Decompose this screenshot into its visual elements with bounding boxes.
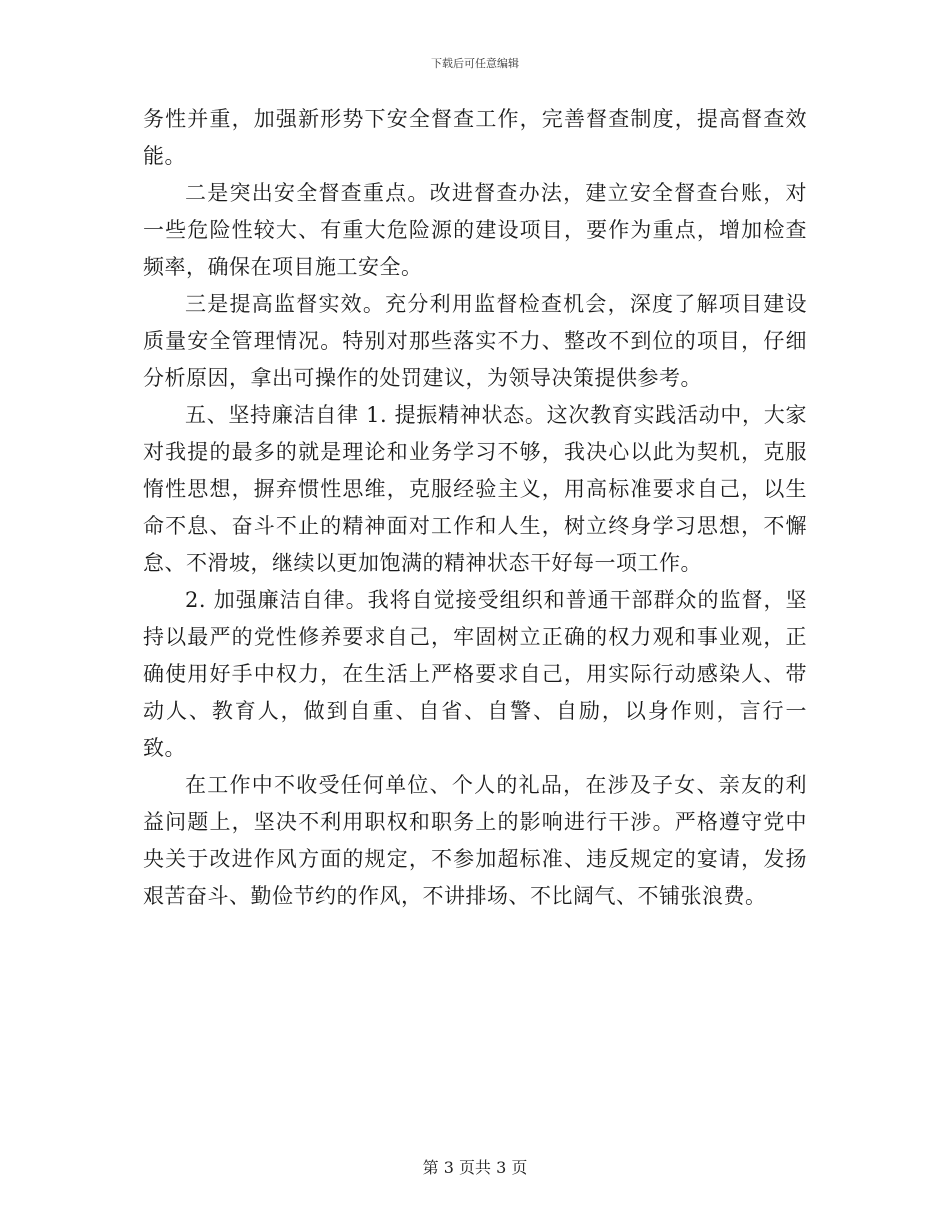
page-header: 下载后可任意编辑: [431, 57, 519, 70]
paragraph-integrity-self-discipline: 2. 加强廉洁自律。我将自觉接受组织和普通干部群众的监督，坚持以最严的党性修养要求自己，牢固树立正确的权力观和事业观，正确使用好手中权力，在生活上严格要求自己，用实际行动感染人、带动人、教育人，做到自重、自省、自警、自励，以身作则，言行一致。: [143, 588, 807, 760]
document-body: [143, 101, 807, 915]
paragraph-supervision-effectiveness: 三是提高监督实效。充分利用监督检查机会，深度了解项目建设质量安全管理情况。特别对那些落实不力、整改不到位的项目，仔细分析原因，拿出可操作的处罚建议，为领导决策提供参考。: [143, 292, 807, 390]
paragraph-no-gifts: 在工作中不收受任何单位、个人的礼品，在涉及子女、亲友的利益问题上，坚决不利用职权和职务上的影响进行干涉。严格遵守党中央关于改进作风方面的规定，不参加超标准、违反规定的宴请，发扬艰苦奋斗、勤俭节约的作风，不讲排场、不比阔气、不铺张浪费。: [143, 773, 807, 908]
paragraph-safety-inspection-focus: 二是突出安全督查重点。改进督查办法，建立安全督查台账，对一些危险性较大、有重大危险源的建设项目，要作为重点，增加检查频率，确保在项目施工安全。: [143, 181, 807, 279]
paragraph-continuation: 务性并重，加强新形势下安全督查工作，完善督查制度，提高督查效能。: [143, 107, 807, 168]
page-number: 第 3 页共 3 页: [422, 1158, 528, 1177]
paragraph-integrity-spirit: 五、坚持廉洁自律 1. 提振精神状态。这次教育实践活动中，大家对我提的最多的就是理论和业务学习不够，我决心以此为契机，克服惰性思想，摒弃惯性思维，克服经验主义，用高标准要求自己，以生命不息、奋斗不止的精神面对工作和人生，树立终身学习思想，不懈怠、不滑坡，继续以更加饱满的精神状态干好每一项工作。: [143, 403, 807, 575]
